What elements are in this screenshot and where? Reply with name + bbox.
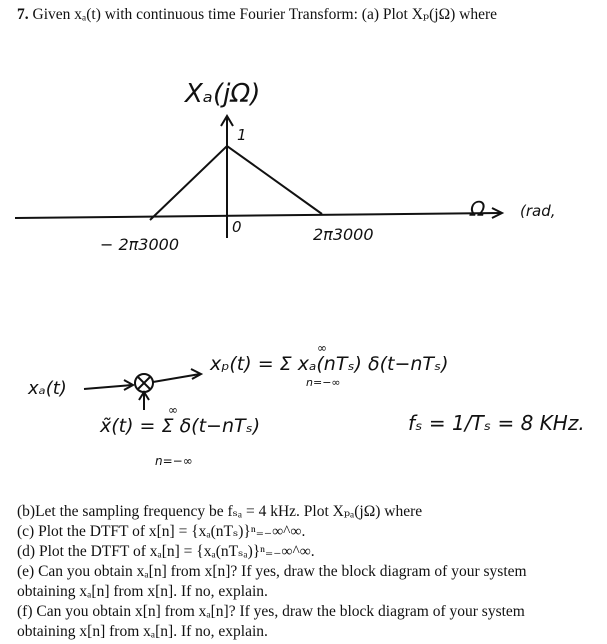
impulse-sum-lower: n=−∞ — [155, 454, 193, 468]
right-band-label: 2π3000 — [313, 225, 374, 244]
part-d: (d) Plot the DTFT of xₐ[n] = {xₐ(nTₛₐ)}ⁿ₌₋∞^∞. — [17, 543, 315, 560]
sum-upper-limit: ∞ — [317, 341, 327, 355]
sampling-frequency-equation: fₛ = 1/Tₛ = 8 KHz. — [408, 411, 585, 435]
triangle-spectrum — [150, 146, 322, 220]
part-e-cont: obtaining xₐ[n] from x[n]. If no, explain. — [17, 583, 268, 600]
spectrum-title: Xₐ(jΩ) — [185, 79, 261, 109]
part-e: (e) Can you obtain xₐ[n] from x[n]? If yes, draw the block diagram of your system — [17, 563, 527, 580]
sampled-signal-equation: xₚ(t) = Σ xₐ(nTₛ) δ(t−nTₛ) — [210, 353, 449, 375]
peak-label: 1 — [237, 126, 247, 144]
question-intro: Given xₐ(t) with continuous time Fourier Transform: (a) Plot Xₚ(jΩ) where — [28, 6, 498, 23]
sampling-sketch — [27, 341, 585, 468]
part-f-cont: obtaining x[n] from xₐ[n]. If no, explain. — [17, 623, 268, 640]
frequency-axis — [15, 213, 500, 218]
origin-label: 0 — [232, 218, 242, 236]
part-b: (b)Let the sampling frequency be fₛₐ = 4 kHz. Plot Xₚₐ(jΩ) where — [17, 503, 423, 520]
part-c: (c) Plot the DTFT of x[n] = {xₐ(nTₛ)}ⁿ₌₋∞^∞. — [17, 523, 306, 540]
left-band-label: − 2π3000 — [100, 235, 180, 254]
axis-unit-label: (rad, — [520, 202, 556, 220]
omega-axis-label: Ω — [470, 197, 486, 221]
input-signal-label: xₐ(t) — [28, 378, 67, 399]
impulse-train-equation: x̃(t) = Σ δ(t−nTₛ) — [100, 415, 261, 437]
impulse-sum-upper: ∞ — [168, 403, 178, 417]
question-number: 7. — [17, 6, 29, 23]
spectrum-sketch — [15, 79, 556, 254]
part-f: (f) Can you obtain x[n] from xₐ[n]? If yes, draw the block diagram of your system — [17, 603, 525, 620]
sum-lower-limit: n=−∞ — [306, 376, 341, 389]
input-arrow-line — [84, 385, 132, 389]
